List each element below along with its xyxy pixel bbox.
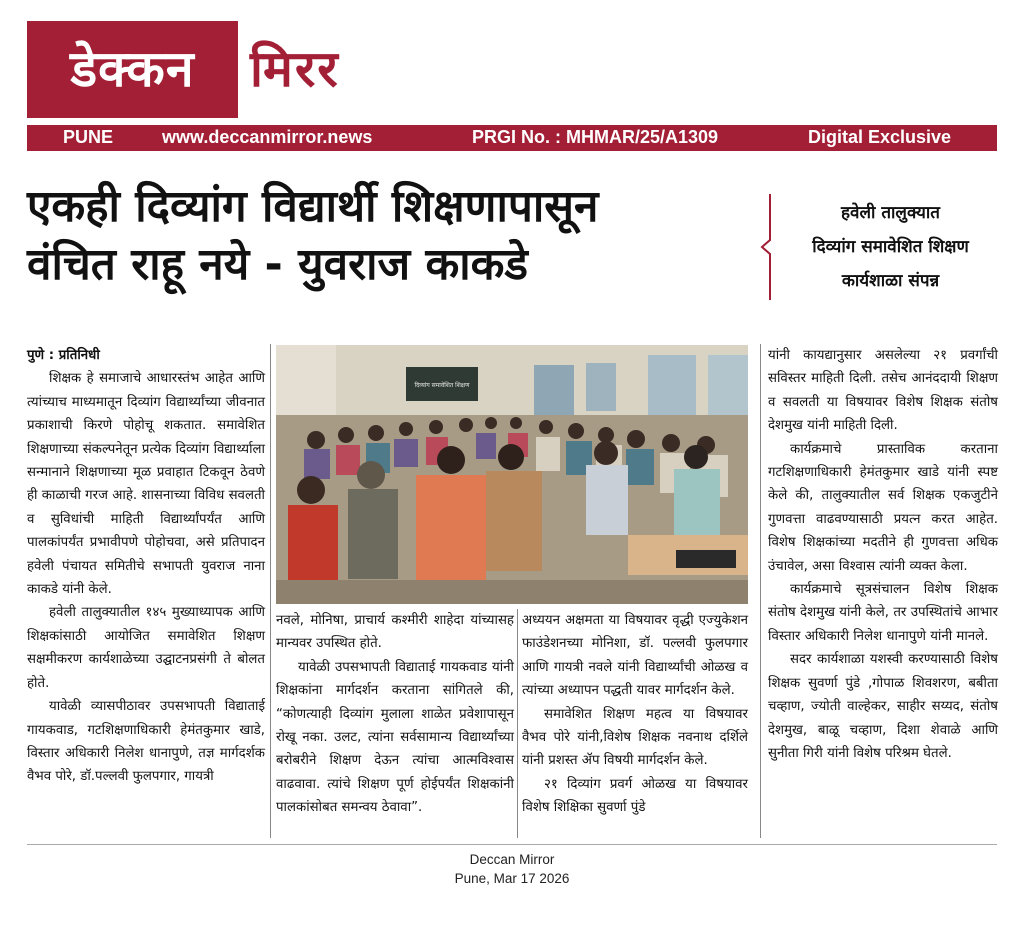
masthead-logo-left: डेक्कन — [27, 21, 238, 118]
brace-divider — [758, 192, 774, 302]
footer-dateline: Pune, Mar 17 2026 — [454, 871, 570, 886]
paragraph: हवेली तालुक्यातील १४५ मुख्याध्यापक आणि शिक्षकांसाठी आयोजित समावेशित शिक्षण सक्षमीकरण कार्यशाळेच्या उद्घाटनप्रसंगी ते बोलत होते. — [27, 605, 265, 691]
byline: पुणे : प्रतिनिधी — [27, 348, 100, 363]
paragraph: अध्ययन अक्षमता या विषयावर वृद्धी एज्युकेशन फाउंडेशनच्या मोनिशा, डॉ. पल्लवी फुलपगार आणि गायत्री नवले यांनी विद्यार्थ्यांची ओळख व त्यांच्या अध्यापन पद्धती यावर मार्गदर्शन केले. — [522, 613, 748, 699]
article-column-1 — [27, 344, 265, 789]
info-city: PUNE — [63, 127, 114, 147]
headline-line-1: एकही दिव्यांग विद्यार्थी शिक्षणापासून — [27, 181, 599, 232]
column-rule-2 — [517, 609, 518, 838]
footer-rule — [27, 844, 997, 845]
paragraph: यावेळी व्यासपीठावर उपसभापती विद्याताई गायकवाड, गटशिक्षणाधिकारी हेमंतकुमार खाडे, विस्तार अधिकारी निलेश धानापुणे, तज्ञ मार्गदर्शक वैभव पोरे, डॉ.पल्लवी फुलपगार, गायत्री — [27, 699, 265, 785]
paragraph: २१ दिव्यांग प्रवर्ग ओळख या विषयावर विशेष शिक्षिका सुवर्णा पुंडे — [522, 776, 748, 816]
side-heading-line-3: कार्यशाळा संपन्न — [841, 271, 940, 291]
info-edition: Digital Exclusive — [808, 127, 952, 147]
paragraph: कार्यक्रमाचे प्रास्ताविक करताना गटशिक्षणाधिकारी हेमंतकुमार खाडे यांनी स्पष्ट केले की, तालुक्यातील सर्व शिक्षक एकजुटीने गुणवत्ता वाढवण्यासाठी प्रयत्न करत आहेत. विशेष शिक्षकांच्या मदतीने ही गुणवत्ता अधिक उंचावेल, असा विश्वास त्यांनी व्यक्त केला. — [768, 441, 998, 574]
column-rule-1 — [270, 344, 271, 838]
column-rule-3 — [760, 344, 761, 838]
article-column-4 — [768, 344, 998, 765]
info-website[interactable]: www.deccanmirror.news — [162, 127, 373, 147]
side-heading — [778, 196, 1003, 298]
paragraph: सदर कार्यशाळा यशस्वी करण्यासाठी विशेष शिक्षक सुवर्णा पुंडे ,गोपाळ शिवशरण, बबीता चव्हाण, ज्योती वाल्हेकर, साहीर सय्यद, संतोष देशमुख, बाळू चव्हाण, दिशा शेवाळे आणि सुनीता गिरी यांनी विशेष परिश्रम घेतले. — [768, 652, 998, 761]
masthead-logo-right: मिरर — [250, 40, 340, 98]
article-column-3 — [522, 609, 748, 820]
event-photo — [276, 345, 748, 604]
paragraph: कार्यक्रमाचे सूत्रसंचालन विशेष शिक्षक संतोष देशमुख यांनी केले, तर उपस्थितांचे आभार विस्तार अधिकारी निलेश धानापुणे यांनी मानले. — [768, 582, 998, 644]
side-heading-line-2: दिव्यांग समावेशित शिक्षण — [812, 237, 969, 257]
blackboard-text: दिव्यांग समावेशित शिक्षण — [414, 382, 470, 389]
article-column-2 — [276, 609, 514, 820]
paragraph: यावेळी उपसभापती विद्याताई गायकवाड यांनी शिक्षकांना मार्गदर्शन करताना सांगितले की, “कोणत्याही दिव्यांग मुलाला शाळेत प्रवेशापासून रोखू नका. उलट, त्यांना सर्वसामान्य विद्यार्थ्यांच्या बरोबरीने शिक्षण देऊन त्यांचा आत्मविश्वास वाढवावा. त्यांचे शिक्षण पूर्ण होईपर्यंत शिक्षकांनी पालकांसोबत समन्वय ठेवावा”. — [276, 659, 514, 816]
paragraph: समावेशित शिक्षण महत्व या विषयावर वैभव पोरे यांनी,विशेष शिक्षक नवनाथ दर्शिले यांनी प्रशस्त ॲप विषयी मार्गदर्शन केले. — [522, 706, 748, 769]
headline-line-2: वंचित राहू नये - युवराज काकडे — [27, 239, 528, 290]
paragraph: यांनी कायद्यानुसार असलेल्या २१ प्रवर्गांची सविस्तर माहिती दिली. तसेच आनंददायी शिक्षण व सवलती या विषयावर विशेष शिक्षक संतोष देशमुख यांनी माहिती दिली. — [768, 348, 998, 434]
footer-publication: Deccan Mirror — [469, 852, 555, 867]
info-prgi: PRGI No. : MHMAR/25/A1309 — [472, 127, 719, 147]
paragraph: शिक्षक हे समाजाचे आधारस्तंभ आहेत आणि त्यांच्याच माध्यमातून दिव्यांग विद्यार्थ्यांच्या जीवनात प्रकाशाची किरणे पोहोचू शकतात. समावेशित शिक्षणाच्या संकल्पनेतून प्रत्येक दिव्यांग विद्यार्थ्याला सन्मानाने शिक्षणाच्या मूळ प्रवाहात टिकवून ठेवणे ही काळाची गरज आहे. शासनाच्या विविध सवलती व सुविधांची माहिती विद्यार्थ्यांपर्यंत आणि पालकांपर्यंत प्रभावीपणे पोहोचवा, असे प्रतिपादन हवेली पंचायत समितीचे सभापती युवराज नाना काकडे यांनी केले. — [27, 371, 265, 598]
side-heading-line-1: हवेली तालुक्यात — [841, 203, 940, 223]
paragraph: नवले, मोनिषा, प्राचार्य कश्मीरी शाहेदा यांच्यासह मान्यवर उपस्थित होते. — [276, 613, 514, 652]
info-bar — [27, 125, 997, 151]
headline — [27, 178, 767, 294]
